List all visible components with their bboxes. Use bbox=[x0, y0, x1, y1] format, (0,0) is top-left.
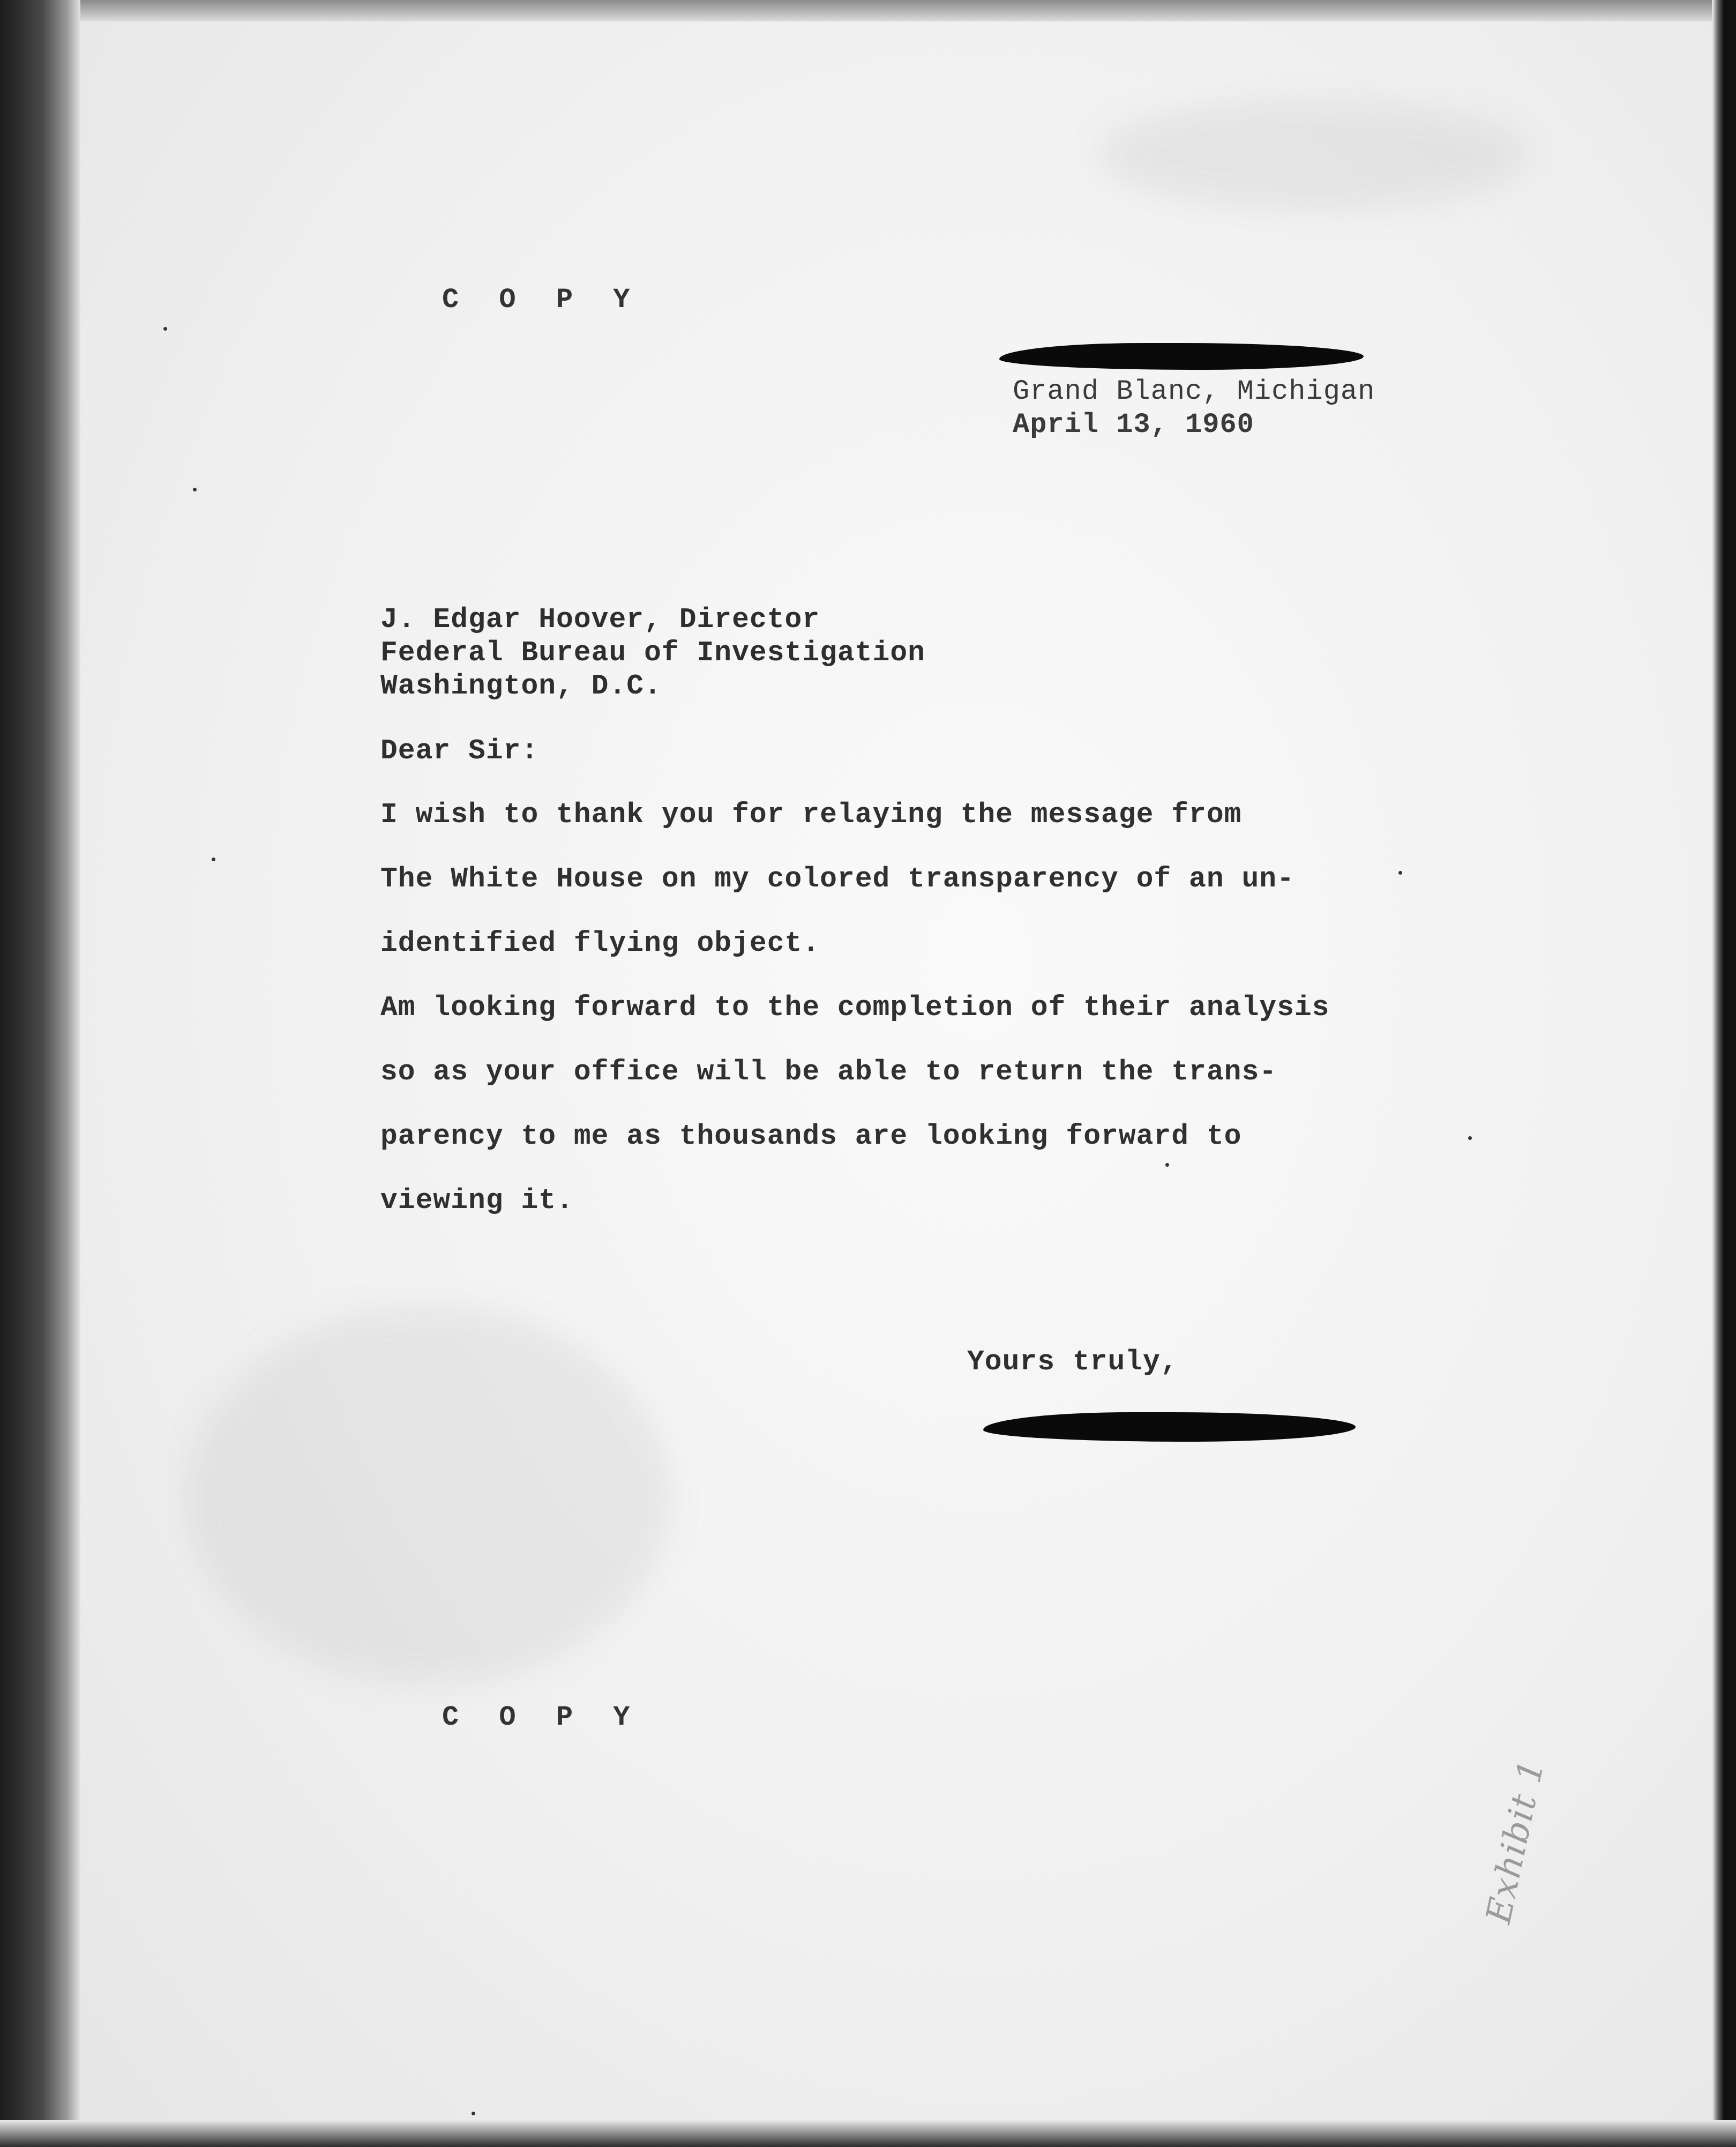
scan-speck bbox=[472, 2112, 475, 2115]
scan-smudge bbox=[188, 1308, 670, 1683]
body-line: identified flying object. bbox=[380, 927, 820, 959]
redaction-bar-signature bbox=[983, 1412, 1356, 1442]
frame-edge-left bbox=[0, 0, 80, 2147]
body-line: I wish to thank you for relaying the message from bbox=[380, 799, 1242, 831]
scan-speck bbox=[212, 858, 215, 861]
body-line: parency to me as thousands are looking forward to bbox=[380, 1120, 1242, 1152]
copy-label-bottom: C O P Y bbox=[442, 1702, 642, 1733]
frame-edge-top bbox=[0, 0, 1736, 21]
salutation: Dear Sir: bbox=[380, 735, 539, 767]
recipient-line-1: J. Edgar Hoover, Director bbox=[380, 603, 820, 636]
scan-speck bbox=[1468, 1136, 1472, 1140]
body-line: viewing it. bbox=[380, 1184, 574, 1217]
body-line: Am looking forward to the completion of their analysis bbox=[380, 992, 1330, 1024]
sender-city: Grand Blanc, Michigan bbox=[1013, 376, 1375, 407]
handwritten-margin-note: Exhibit 1 bbox=[1479, 1756, 1552, 1927]
redaction-bar-address bbox=[999, 343, 1364, 370]
frame-edge-bottom bbox=[0, 2120, 1736, 2147]
scan-speck bbox=[1165, 1163, 1169, 1167]
closing: Yours truly, bbox=[967, 1346, 1178, 1378]
recipient-line-3: Washington, D.C. bbox=[380, 670, 662, 702]
scan-speck bbox=[1398, 871, 1402, 875]
frame-edge-right bbox=[1712, 0, 1736, 2147]
body-line: The White House on my colored transparency of an un- bbox=[380, 863, 1294, 895]
copy-label-top: C O P Y bbox=[442, 284, 642, 316]
scan-speck bbox=[193, 488, 197, 491]
recipient-line-2: Federal Bureau of Investigation bbox=[380, 637, 925, 669]
body-line: so as your office will be able to return the trans- bbox=[380, 1056, 1277, 1088]
scan-smudge bbox=[1098, 102, 1527, 209]
letter-date: April 13, 1960 bbox=[1013, 409, 1254, 441]
scan-speck bbox=[163, 327, 167, 331]
